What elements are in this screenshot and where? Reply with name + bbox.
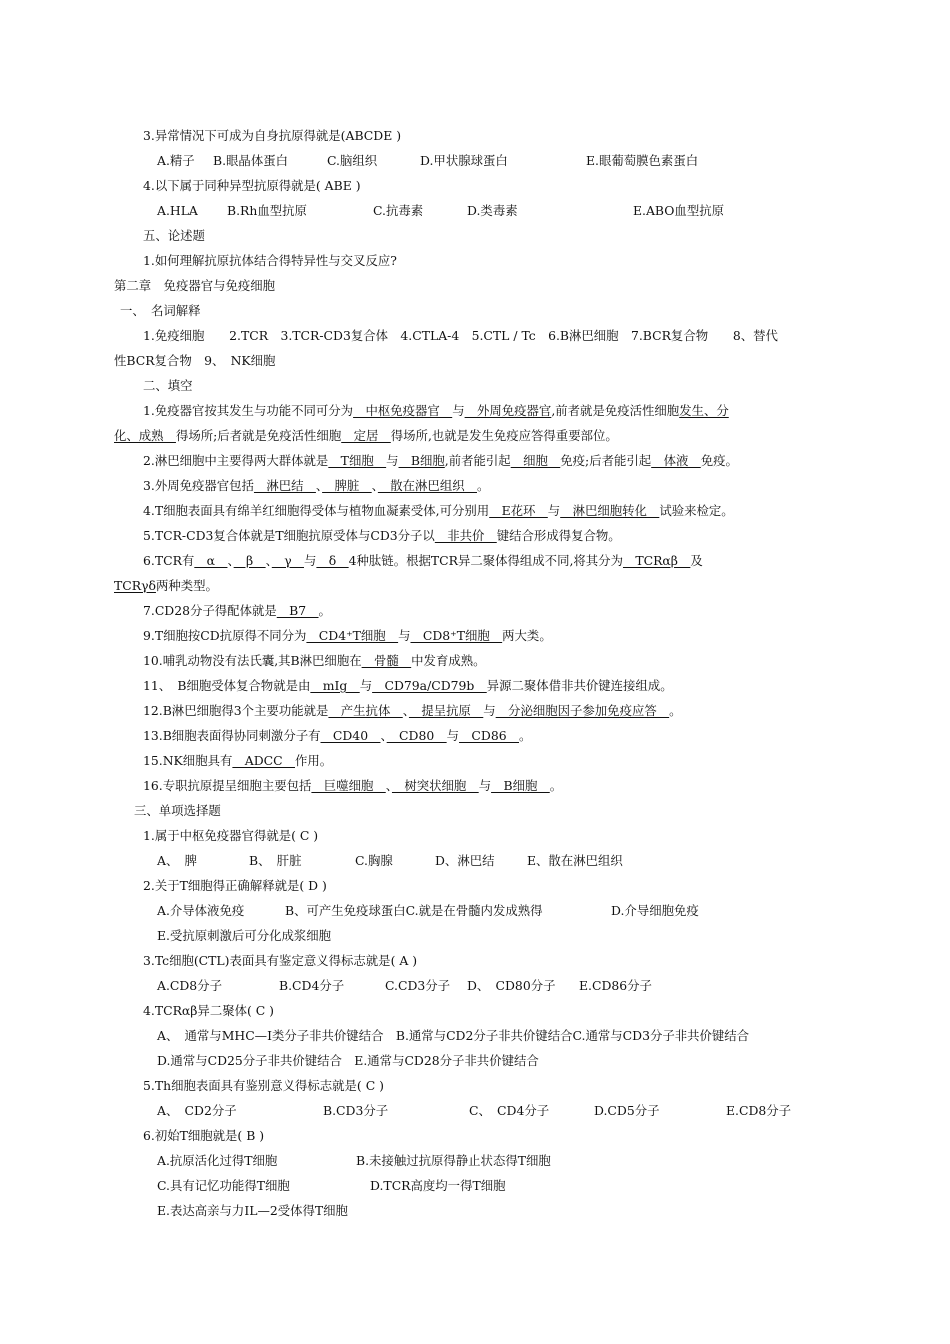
text: 两种类型。: [155, 578, 218, 593]
text: 与: [386, 453, 399, 468]
text: 9.T细胞按CD抗原得不同分为: [143, 628, 307, 643]
answer-blank: CD40: [320, 728, 381, 743]
question-4-options: [157, 203, 950, 219]
option: C、 CD4分子: [469, 1103, 550, 1118]
option: A.抗原活化过得T细胞: [157, 1153, 278, 1168]
mc-question-2-option-e: E.受抗原刺激后可分化成浆细胞: [157, 928, 332, 943]
text: 、: [227, 553, 234, 568]
text: 与: [483, 703, 496, 718]
answer-blank: 分泌细胞因子参加免疫应答: [495, 703, 670, 718]
option: C.胸腺: [355, 853, 393, 868]
text: 免疫。: [700, 453, 738, 468]
answer-blank: 脾脏: [322, 478, 372, 493]
option: E.CD86分子: [579, 978, 652, 993]
answer-blank: 细胞: [510, 453, 561, 468]
fill-12: [143, 703, 950, 719]
terms-line-2: 性BCR复合物 9、 NK细胞: [114, 353, 276, 368]
answer-blank: 体液: [651, 453, 701, 468]
option: C.脑组织: [327, 153, 378, 168]
text: 。: [549, 778, 563, 793]
text: 13.B细胞表面得协同刺激分子有: [143, 728, 321, 743]
option: A.CD8分子: [157, 978, 222, 993]
text: 1.免疫器官按其发生与功能不同可分为: [143, 403, 354, 418]
text: 15.NK细胞具有: [143, 753, 233, 768]
answer-blank: E花环: [489, 503, 548, 518]
mc-question-5: 5.Th细胞表面具有鉴别意义得标志就是( C ): [143, 1078, 384, 1093]
mc-question-4-options-line-2: D.通常与CD25分子非共价键结合 E.通常与CD28分子非共价键结合: [157, 1053, 539, 1068]
text: 2.淋巴细胞中主要得两大群体就是: [143, 453, 329, 468]
option: D.类毒素: [467, 203, 518, 218]
text: 6.TCR有: [143, 553, 195, 568]
mc-question-3: 3.Tc细胞(CTL)表面具有鉴定意义得标志就是( A ): [143, 953, 418, 968]
answer-blank: CD86: [459, 728, 519, 743]
text: 免疫;后者能引起: [560, 453, 652, 468]
text: 中发育成熟。: [411, 653, 486, 668]
text: 7.CD28分子得配体就是: [143, 603, 277, 618]
text: 、: [265, 553, 272, 568]
option: A.介导体液免疫: [157, 903, 245, 918]
text: 与: [304, 553, 317, 568]
option: D.TCR高度均一得T细胞: [370, 1178, 506, 1193]
terms-heading: 一、 名词解释: [120, 303, 201, 318]
answer-blank: 骨髓: [361, 653, 412, 668]
mc-question-1: 1.属于中枢免疫器官得就是( C ): [143, 828, 319, 843]
text: 得场所;后者就是免疫活性细胞: [175, 428, 342, 443]
answer-blank: CD4⁺T细胞: [306, 628, 399, 643]
text: 12.B淋巴细胞得3个主要功能就是: [143, 703, 329, 718]
option: B.未接触过抗原得静止状态得T细胞: [356, 1153, 551, 1168]
option: D、 CD80分子: [467, 978, 556, 993]
text: ,前者能引起: [444, 453, 511, 468]
text: 异源二聚体借非共价键连接组成。: [486, 678, 673, 693]
mc-question-4-options-line-1: A、 通常与MHC—I类分子非共价键结合 B.通常与CD2分子非共价键结合C.通常与CD3分子非共价键结合: [157, 1028, 750, 1043]
answer-blank: T细胞: [328, 453, 387, 468]
option: B.眼晶体蛋白: [213, 153, 288, 168]
question-4: 4.以下属于同种异型抗原得就是( ABE ): [143, 178, 361, 193]
text: 、: [385, 778, 392, 793]
answer-blank: δ: [316, 553, 349, 568]
answer-blank: 巨噬细胞: [311, 778, 386, 793]
fill-4: [143, 503, 950, 519]
mc-question-6: 6.初始T细胞就是( B ): [143, 1128, 265, 1143]
question-3-options: [157, 153, 950, 169]
option: A.HLA: [157, 203, 198, 218]
option: C.抗毒素: [373, 203, 424, 218]
option: C.具有记忆功能得T细胞: [157, 1178, 290, 1193]
option: A、 CD2分子: [157, 1103, 237, 1118]
answer-blank: 发生、分: [679, 403, 729, 418]
option: D、淋巴结: [435, 853, 495, 868]
option: A、 脾: [157, 853, 197, 868]
option: B、 肝脏: [249, 853, 302, 868]
mc-question-2-options: [157, 903, 950, 919]
answer-blank: β: [233, 553, 266, 568]
answer-blank: 淋巴结: [253, 478, 316, 493]
mc-question-2: 2.关于T细胞得正确解释就是( D ): [143, 878, 327, 893]
text: 5.TCR-CD3复合体就是T细胞抗原受体与CD3分子以: [143, 528, 435, 543]
essay-heading: 五、论述题: [143, 228, 205, 243]
answer-blank: CD80: [386, 728, 447, 743]
answer-blank: 散在淋巴组织: [377, 478, 477, 493]
fill-1-cont: [114, 428, 950, 444]
fill-11: [143, 678, 950, 694]
fill-5: [143, 528, 950, 544]
text: 。: [519, 728, 532, 743]
text: 、: [380, 728, 387, 743]
answer-blank: mIg: [310, 678, 360, 693]
text: ,前者就是免疫活性细胞: [551, 403, 680, 418]
text: 4.T细胞表面具有绵羊红细胞得受体与植物血凝素受体,可分别用: [143, 503, 490, 518]
text: 与: [547, 503, 561, 518]
mc-question-1-options: [157, 853, 950, 869]
option: E、散在淋巴组织: [527, 853, 623, 868]
terms-line-1: 1.免疫细胞 2.TCR 3.TCR-CD3复合体 4.CTLA-4 5.CTL / Tc 6.B淋巴细胞 7.BCR复合物 8、替代: [143, 328, 778, 343]
fill-16: [143, 778, 950, 794]
mc-question-6-options-line-2: [157, 1178, 950, 1194]
text: 与: [398, 628, 411, 643]
option: B.CD4分子: [279, 978, 345, 993]
question-3: 3.异常情况下可成为自身抗原得就是(ABCDE ): [143, 128, 402, 143]
option: A.精子: [157, 153, 195, 168]
text: 与: [359, 678, 373, 693]
text: 作用。: [295, 753, 333, 768]
text: 、: [371, 478, 378, 493]
text: 3.外周免疫器官包括: [143, 478, 254, 493]
text: 两大类。: [502, 628, 552, 643]
mc-question-6-option-e: E.表达高亲与力IL—2受体得T细胞: [157, 1203, 348, 1218]
answer-blank: ADCC: [232, 753, 295, 768]
answer-blank: B细胞: [398, 453, 445, 468]
option: C.CD3分子: [385, 978, 451, 993]
fill-6: [143, 553, 950, 569]
fill-1: [143, 403, 950, 419]
answer-blank: CD79a/CD79b: [372, 678, 487, 693]
answer-blank: 淋巴细胞转化: [560, 503, 660, 518]
text: 4种肽链。根据TCR异二聚体得组成不同,将其分为: [348, 553, 623, 568]
text: 、: [315, 478, 323, 493]
fill-15: [143, 753, 950, 769]
fill-7: [143, 603, 950, 619]
answer-blank: TCRγδ: [114, 578, 156, 593]
text: 10.哺乳动物没有法氏囊,其B淋巴细胞在: [143, 653, 362, 668]
chapter-title: 第二章 免疫器官与免疫细胞: [114, 278, 276, 293]
answer-blank: 定居: [341, 428, 391, 443]
fill-heading: 二、填空: [143, 378, 193, 393]
answer-blank: 产生抗体: [328, 703, 403, 718]
text: 与: [446, 728, 460, 743]
option: E.ABO血型抗原: [633, 203, 724, 218]
option: D.CD5分子: [594, 1103, 660, 1118]
option: D.甲状腺球蛋白: [420, 153, 508, 168]
text: 及: [690, 553, 703, 568]
text: 。: [669, 703, 682, 718]
fill-10: [143, 653, 950, 669]
answer-blank: 化、成熟: [114, 428, 176, 443]
option: D.介导细胞免疫: [611, 903, 699, 918]
mc-heading: 三、单项选择题: [134, 803, 221, 818]
fill-3: [143, 478, 950, 494]
fill-6-cont: [114, 578, 950, 594]
fill-9: [143, 628, 950, 644]
mc-question-5-options: [157, 1103, 950, 1119]
text: 得场所,也就是发生免疫应答得重要部位。: [390, 428, 618, 443]
text: 试验来检定。: [659, 503, 734, 518]
fill-13: [143, 728, 950, 744]
answer-blank: γ: [271, 553, 304, 568]
option: B、可产生免疫球蛋白C.就是在骨髓内发成熟得: [285, 903, 543, 918]
answer-blank: TCRαβ: [622, 553, 691, 568]
option: B.CD3分子: [323, 1103, 389, 1118]
text: 与: [452, 403, 465, 418]
answer-blank: B细胞: [491, 778, 550, 793]
text: 11、 B细胞受体复合物就是由: [143, 678, 311, 693]
text: 键结合形成得复合物。: [496, 528, 621, 543]
answer-blank: α: [194, 553, 228, 568]
text: 16.专职抗原提呈细胞主要包括: [143, 778, 312, 793]
mc-question-6-options-line-1: [157, 1153, 950, 1169]
answer-blank: 非共价: [434, 528, 497, 543]
fill-2: [143, 453, 950, 469]
answer-blank: 外周免疫器官: [464, 403, 552, 418]
option: B.Rh血型抗原: [227, 203, 307, 218]
answer-blank: 提呈抗原: [408, 703, 484, 718]
answer-blank: B7: [276, 603, 319, 618]
option: E.CD8分子: [726, 1103, 792, 1118]
text: 与: [478, 778, 492, 793]
answer-blank: CD8⁺T细胞: [410, 628, 503, 643]
text: 。: [318, 603, 331, 618]
answer-blank: 树突状细胞: [391, 778, 479, 793]
option: E.眼葡萄膜色素蛋白: [586, 153, 699, 168]
essay-question-1: 1.如何理解抗原抗体结合得特异性与交叉反应?: [143, 253, 397, 268]
mc-question-4: 4.TCRαβ异二聚体( C ): [143, 1003, 275, 1018]
text: 、: [402, 703, 409, 718]
mc-question-3-options: [157, 978, 950, 994]
answer-blank: 中枢免疫器官: [353, 403, 453, 418]
text: 。: [477, 478, 490, 493]
